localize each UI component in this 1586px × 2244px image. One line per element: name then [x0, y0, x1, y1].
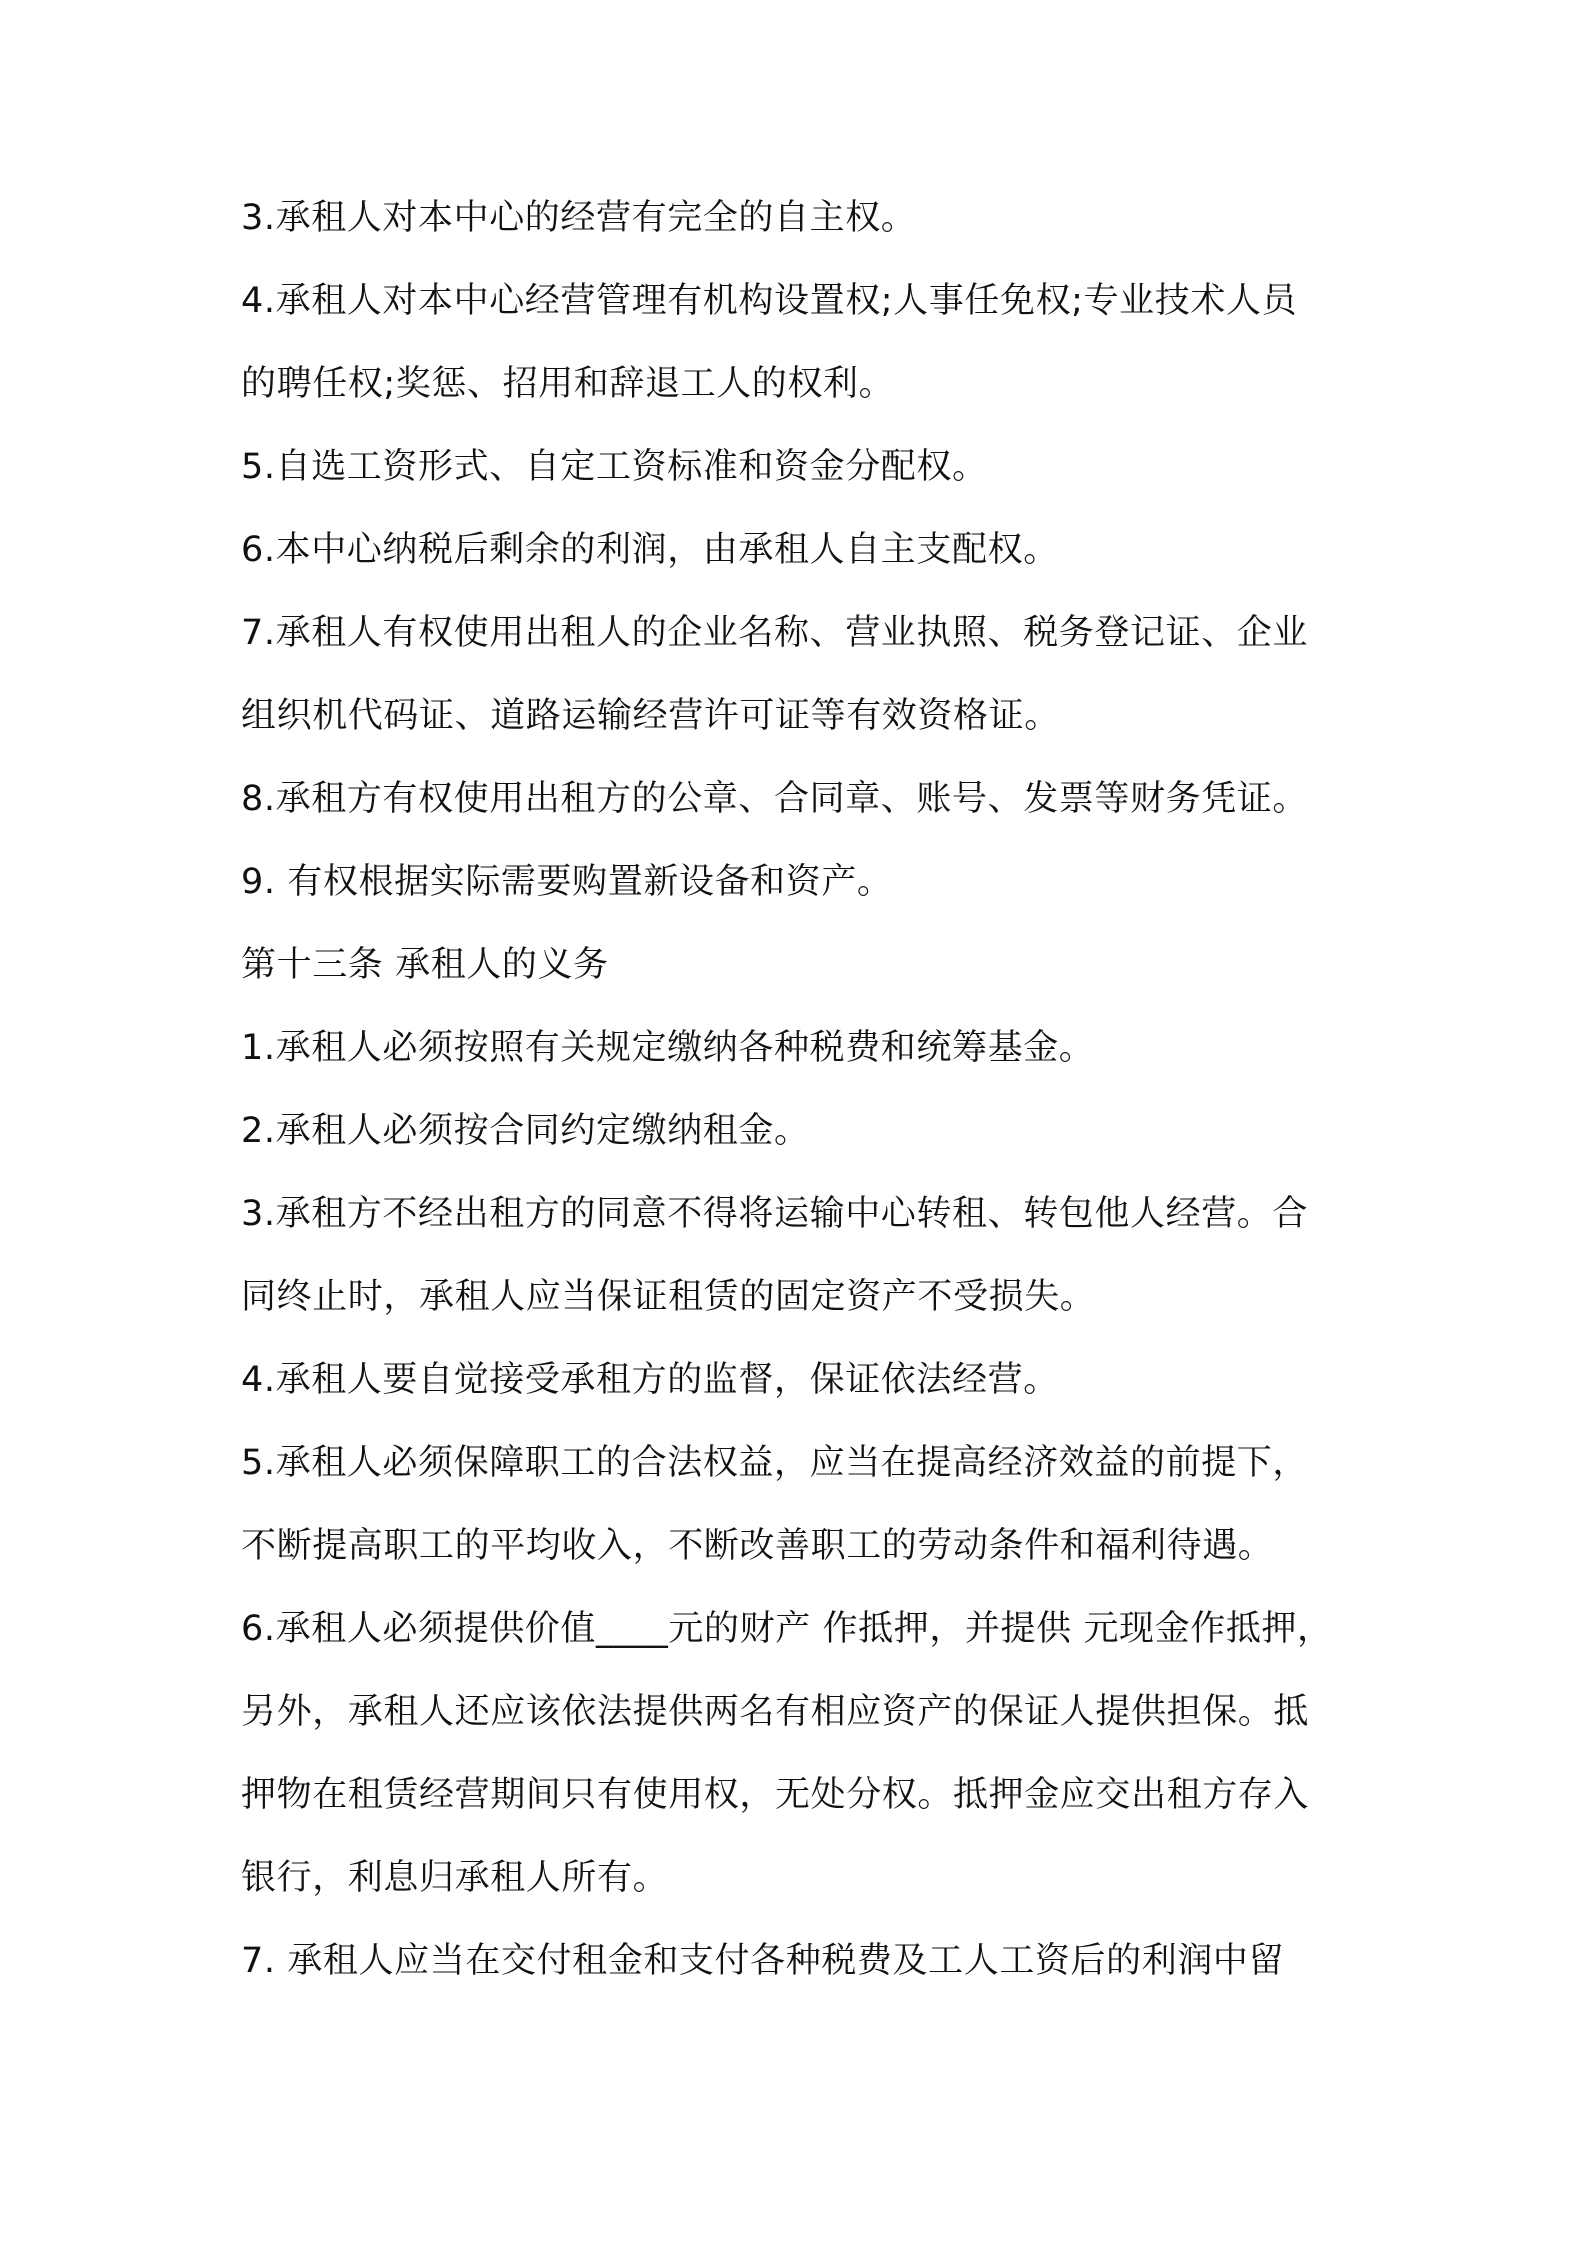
document-body [241, 198, 1371, 2024]
text-line: 同终止时，承租人应当保证租赁的固定资产不受损失。 [241, 1277, 1096, 1317]
text-line: 7. 承租人应当在交付租金和支付各种税费及工人工资后的利润中留 [241, 1941, 1285, 1981]
text-line: 3.承租人对本中心的经营有完全的自主权。 [241, 198, 917, 238]
text-line: 3.承租方不经出租方的同意不得将运输中心转租、转包他人经营。合 [241, 1194, 1308, 1234]
text-line: 5.承租人必须保障职工的合法权益，应当在提高经济效益的前提下， [241, 1443, 1308, 1483]
text-line: 不断提高职工的平均收入，不断改善职工的劳动条件和福利待遇。 [241, 1526, 1274, 1566]
text-line: 9. 有权根据实际需要购置新设备和资产。 [241, 862, 893, 902]
text-line: 8.承租方有权使用出租方的公章、合同章、账号、发票等财务凭证。 [241, 779, 1308, 819]
section-heading: 第十三条 承租人的义务 [241, 945, 609, 985]
text-line: 2.承租人必须按合同约定缴纳租金。 [241, 1111, 810, 1151]
text-line: 组织机代码证、道路运输经营许可证等有效资格证。 [241, 696, 1060, 736]
text-line: 的聘任权;奖惩、招用和辞退工人的权利。 [241, 364, 895, 404]
text-line: 7.承租人有权使用出租人的企业名称、营业执照、税务登记证、企业 [241, 613, 1308, 653]
text-line: 6.本中心纳税后剩余的利润，由承租人自主支配权。 [241, 530, 1059, 570]
text-line: 4.承租人要自觉接受承租方的监督，保证依法经营。 [241, 1360, 1059, 1400]
text-line: 5.自选工资形式、自定工资标准和资金分配权。 [241, 447, 988, 487]
text-line: 6.承租人必须提供价值____元的财产 作抵押，并提供 元现金作抵押， [241, 1609, 1333, 1649]
text-line: 另外，承租人还应该依法提供两名有相应资产的保证人提供担保。抵 [241, 1692, 1310, 1732]
text-line: 银行，利息归承租人所有。 [241, 1858, 669, 1898]
text-line: 1.承租人必须按照有关规定缴纳各种税费和统筹基金。 [241, 1028, 1095, 1068]
text-line: 押物在租赁经营期间只有使用权，无处分权。抵押金应交出租方存入 [241, 1775, 1310, 1815]
text-line: 4.承租人对本中心经营管理有机构设置权;人事任免权;专业技术人员 [241, 281, 1298, 321]
